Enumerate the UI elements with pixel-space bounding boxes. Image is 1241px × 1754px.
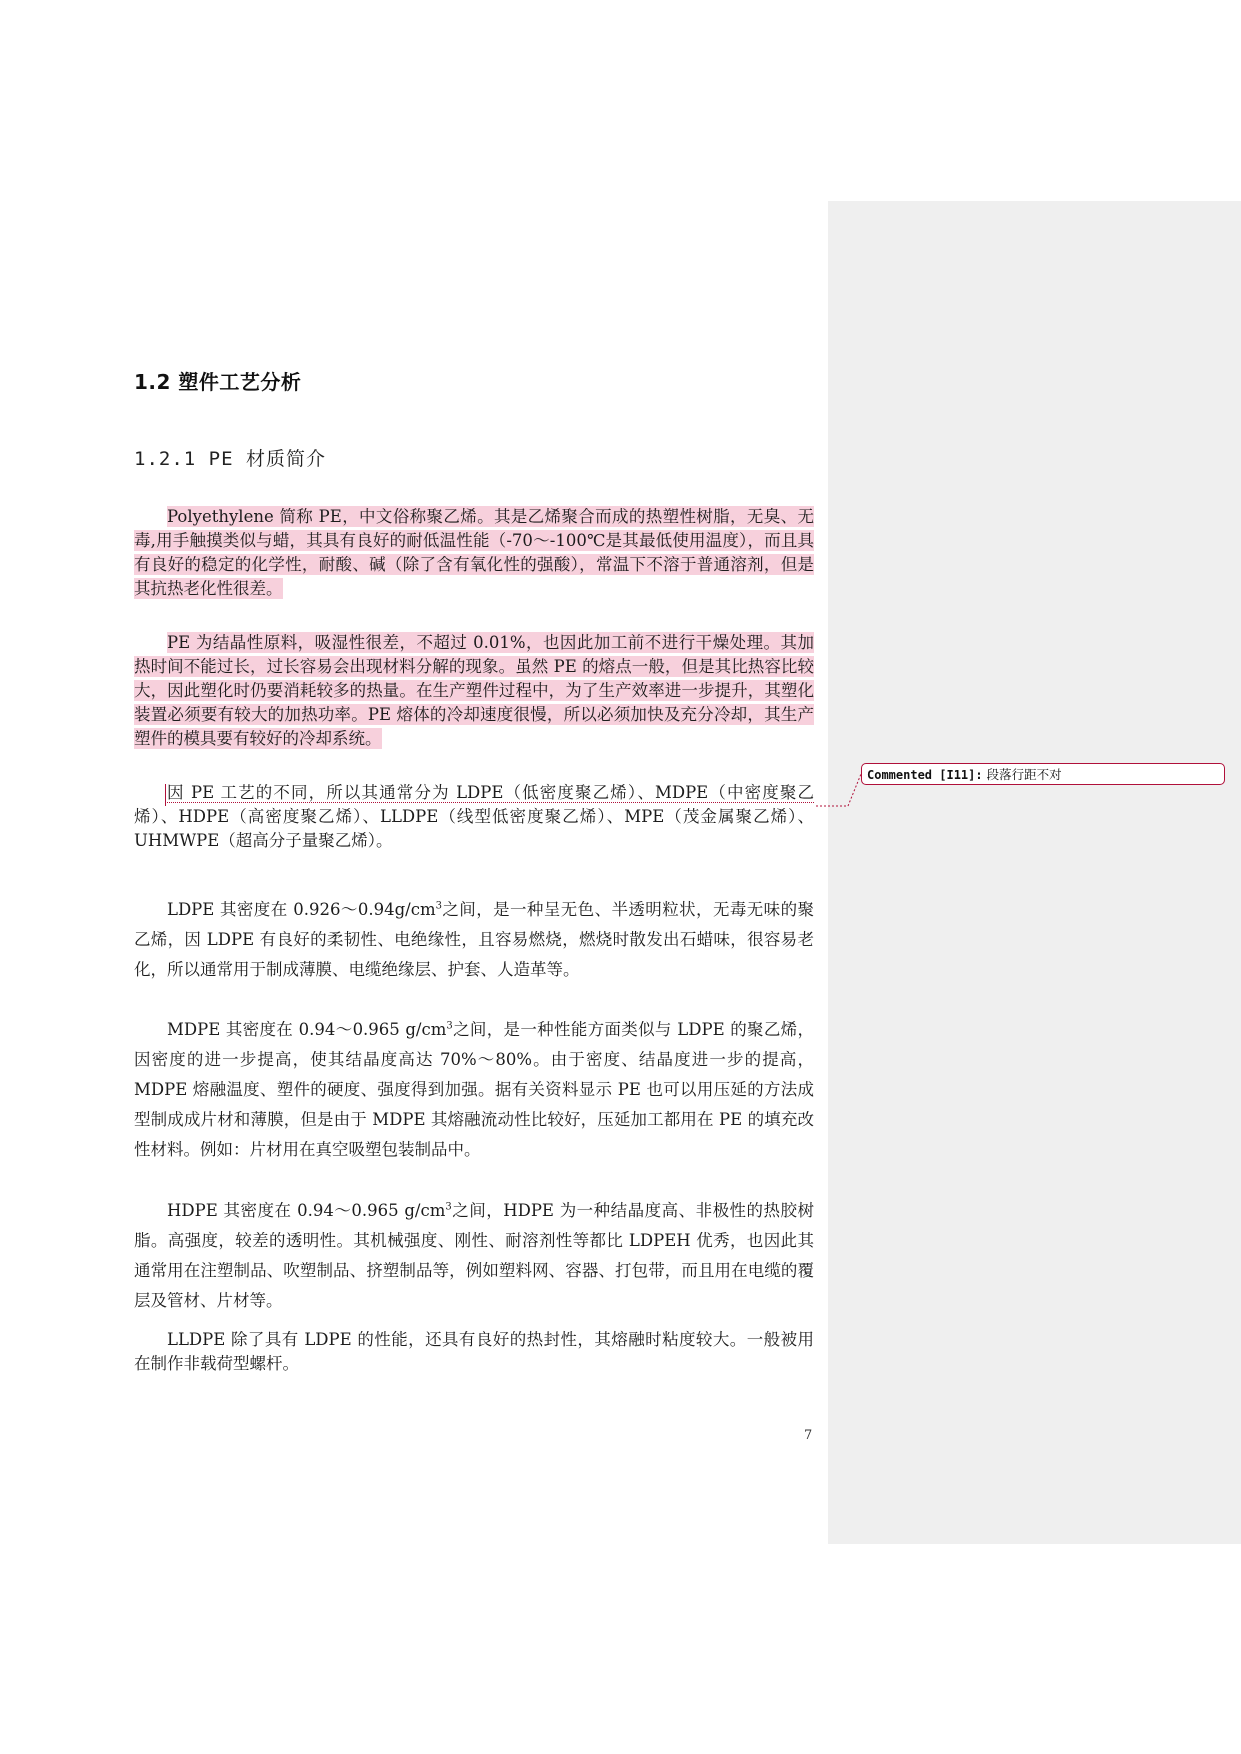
section-heading: 1.2 塑件工艺分析 [134,370,302,394]
paragraph-3-rest: 烯）、HDPE（高密度聚乙烯）、LLDPE（线型低密度聚乙烯）、MPE（茂金属聚乙烯）、UHMWPE（超高分子量聚乙烯）。 [134,807,814,850]
superscript: 3 [446,1020,453,1032]
paragraph-4-start: LDPE 其密度在 0.926～0.94g/cm [167,900,436,919]
comment-pane [828,201,1241,1544]
paragraph-6-start: HDPE 其密度在 0.94～0.965 g/cm [167,1201,446,1220]
highlighted-text: PE 为结晶性原料，吸湿性很差，不超过 0.01%，也因此加工前不进行干燥处理。其加热时间不能过长，过长容易会出现材料分解的现象。虽然 PE 的熔点一般，但是其比热容比较大，因此塑化时仍要消耗较多的热量。在生产塑件过程中，为了生产效率进一步提升，其塑化装置必须要有较大的加热功率。PE 熔体的冷却速度很慢，所以必须加快及充分冷却，其生产塑件的模具要有较好的冷却系统。 [134,633,814,748]
paragraph-1 [134,505,814,601]
page-number: 7 [804,1428,813,1443]
superscript: 3 [435,900,442,912]
paragraph-4 [134,895,814,985]
subsection-heading: 1.2.1 PE 材质简介 [134,448,326,470]
paragraph-5-end: 之间，是一种性能方面类似与 LDPE 的聚乙烯，因密度的进一步提高，使其结晶度高达 70%～80%。由于密度、结晶度进一步的提高，MDPE 熔融温度、塑件的硬度、强度得到加强。据有关资料显示 PE 也可以用压延的方法成型制成成片材和薄膜，但是由于 MDPE 其熔融流动性比较好，压延加工都用在 PE 的填充改性材料。例如：片材用在真空吸塑包装制品中。 [134,1020,814,1159]
paragraph-3 [134,781,814,853]
highlighted-text: Polyethylene 简称 PE，中文俗称聚乙烯。其是乙烯聚合而成的热塑性树脂，无臭、无毒,用手触摸类似与蜡，其具有良好的耐低温性能（-70～-100℃是其最低使用温度），而且具有良好的稳定的化学性，耐酸、碱（除了含有氧化性的强酸），常温下不溶于普通溶剂，但是其抗热老化性很差。 [134,507,814,598]
comment-anchor[interactable]: 因 PE 工艺的不同，所以其通常分为 LDPE（低密度聚乙烯）、MDPE（中密度聚乙 [167,783,814,802]
paragraph-7-text: LLDPE 除了具有 LDPE 的性能，还具有良好的热封性，其熔融时粘度较大。一般被用在制作非载荷型螺杆。 [134,1330,814,1373]
paragraph-7 [134,1328,814,1376]
paragraph-2 [134,631,814,751]
paragraph-6-end: 之间，HDPE 为一种结晶度高、非极性的热胶树脂。高强度，较差的透明性。其机械强度、刚性、耐溶剂性等都比 LDPEH 优秀，也因此其通常用在注塑制品、吹塑制品、挤塑制品等，例如塑料网、容器、打包带，而且用在电缆的覆层及管材、片材等。 [134,1201,815,1310]
comment-author: Commented [I11]: [867,768,983,782]
comment-text: 段落行距不对 [986,767,1062,782]
comment-balloon[interactable] [861,763,1225,785]
superscript: 3 [445,1201,452,1213]
paragraph-4-end: 之间，是一种呈无色、半透明粒状，无毒无味的聚乙烯，因 LDPE 有良好的柔韧性、电绝缘性，且容易燃烧，燃烧时散发出石蜡味，很容易老化，所以通常用于制成薄膜、电缆绝缘层、护套、人造革等。 [134,900,814,979]
paragraph-5-start: MDPE 其密度在 0.94～0.965 g/cm [167,1020,447,1039]
paragraph-5 [134,1015,814,1165]
paragraph-6 [134,1196,814,1316]
